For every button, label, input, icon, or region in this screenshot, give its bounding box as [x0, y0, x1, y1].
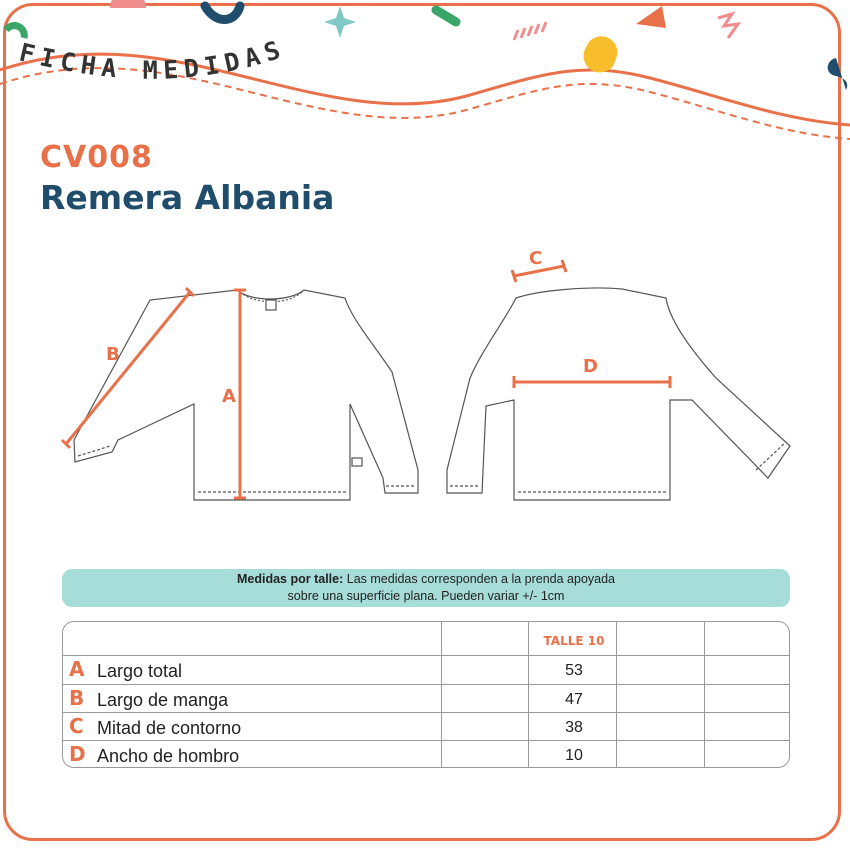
label-d: D	[583, 356, 598, 377]
green-arc-icon	[6, 26, 24, 38]
back-view-drawing	[447, 288, 790, 500]
row-value: 38	[565, 719, 583, 736]
header-decoration	[0, 0, 850, 140]
row-label: Largo de manga	[97, 690, 229, 710]
header-title: FICHA MEDIDAS	[16, 33, 290, 85]
product-name: Remera Albania	[40, 178, 335, 217]
product-code: CV008	[40, 140, 153, 175]
row-letter: B	[69, 686, 85, 710]
green-stick-icon	[436, 10, 456, 22]
table-row	[63, 741, 789, 769]
row-value: 47	[565, 691, 583, 708]
table-row	[63, 713, 789, 741]
orange-triangle-icon	[636, 6, 666, 28]
row-label: Ancho de hombro	[97, 746, 240, 766]
garment-drawings	[0, 240, 850, 510]
front-label-icon	[266, 300, 276, 310]
row-label: Largo total	[97, 661, 183, 681]
label-c: C	[529, 248, 543, 269]
row-letter: D	[69, 742, 86, 766]
front-view-drawing	[74, 290, 418, 500]
row-value: 53	[565, 662, 583, 679]
pink-shape-icon	[110, 0, 146, 8]
measure-lines	[62, 260, 670, 498]
label-a: A	[222, 386, 236, 407]
row-letter: C	[69, 714, 84, 738]
measurements-note	[62, 569, 790, 607]
size-table	[62, 621, 790, 768]
sparkle-icon	[324, 6, 356, 38]
row-letter: A	[69, 657, 85, 681]
measure-line-b	[62, 288, 194, 448]
pink-stripes-icon	[514, 22, 546, 40]
row-value: 10	[565, 747, 583, 764]
note-line2: sobre una superficie plana. Pueden variar +/- 1cm	[287, 589, 565, 603]
measure-line-d	[514, 376, 670, 388]
note-line1: Las medidas corresponden a la prenda apoyada	[343, 572, 615, 586]
pink-zigzag-icon	[718, 14, 738, 38]
table-row	[63, 656, 789, 684]
label-b: B	[106, 344, 120, 365]
navy-blob-icon	[828, 58, 848, 90]
row-label: Mitad de contorno	[97, 718, 242, 738]
navy-squiggle-icon	[205, 6, 240, 20]
side-tag-icon	[352, 458, 362, 466]
size-header: TALLE 10	[543, 634, 605, 648]
note-bold: Medidas por talle:	[237, 572, 344, 586]
table-row	[63, 685, 789, 713]
